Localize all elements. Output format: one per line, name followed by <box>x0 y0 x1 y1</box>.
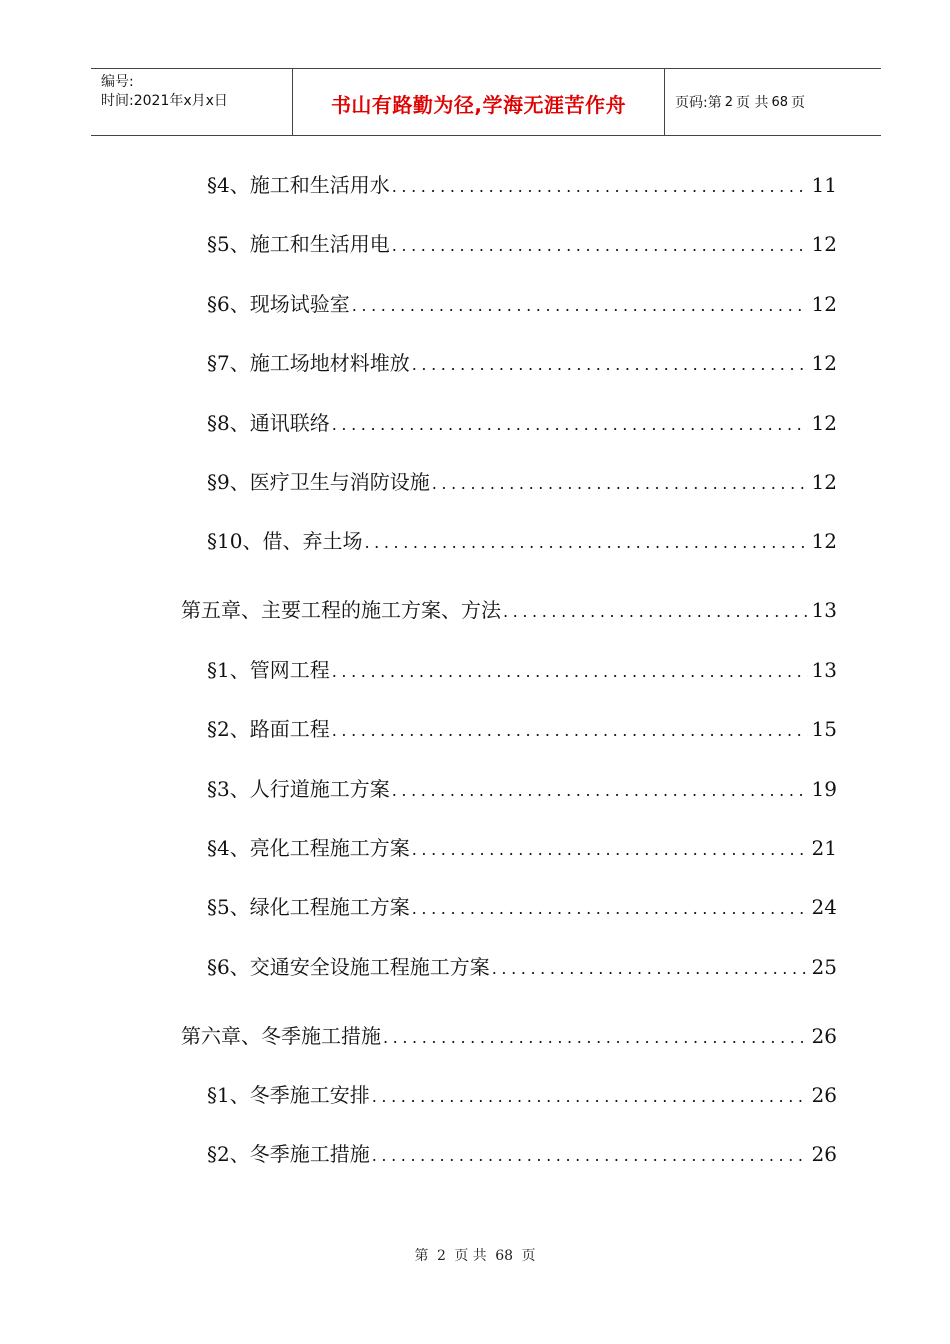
toc-section-entry[interactable] <box>207 528 837 554</box>
toc-entry-title: §8、通讯联络 <box>207 411 330 435</box>
toc-dot-leader <box>392 778 808 804</box>
footer-prefix: 第 <box>414 1248 429 1264</box>
toc-entry-title: §10、借、弃土场 <box>207 529 363 553</box>
toc-entry-page-number: 26 <box>811 1142 837 1166</box>
toc-dot-leader <box>352 293 808 319</box>
toc-entry-title: §7、施工场地材料堆放 <box>207 351 410 375</box>
toc-entry-title: §3、人行道施工方案 <box>207 777 390 801</box>
toc-entry-title: 第六章、冬季施工措施 <box>181 1024 381 1048</box>
toc-entry-title: §6、交通安全设施工程施工方案 <box>207 955 490 979</box>
toc-section-entry[interactable] <box>207 716 837 742</box>
toc-dot-leader <box>392 233 808 259</box>
toc-dot-leader <box>503 599 808 625</box>
toc-entry-page-number: 12 <box>811 529 837 553</box>
toc-entry-title: §4、亮化工程施工方案 <box>207 836 410 860</box>
toc-dot-leader <box>492 956 808 982</box>
toc-section-entry[interactable] <box>207 894 837 920</box>
toc-dot-leader <box>332 718 808 744</box>
toc-entry-title: §4、施工和生活用水 <box>207 173 390 197</box>
toc-dot-leader <box>364 530 807 556</box>
document-time-label: 时间:2021年x月x日 <box>101 93 228 109</box>
toc-dot-leader <box>412 837 808 863</box>
toc-section-entry[interactable] <box>207 291 837 317</box>
toc-chapter-entry[interactable] <box>181 597 837 623</box>
toc-entry-page-number: 12 <box>811 411 837 435</box>
document-code-label: 编号: <box>101 74 134 90</box>
toc-entry-page-number: 15 <box>811 717 837 741</box>
page-header <box>91 68 881 136</box>
toc-entry-title: §9、医疗卫生与消防设施 <box>207 470 430 494</box>
toc-entry-title: 第五章、主要工程的施工方案、方法 <box>181 598 501 622</box>
toc-dot-leader <box>392 174 808 200</box>
header-page-suffix: 页 <box>791 95 805 111</box>
toc-entry-page-number: 12 <box>811 351 837 375</box>
toc-entry-page-number: 11 <box>811 173 837 197</box>
header-page-total: 68 <box>771 94 788 110</box>
header-page-cell <box>665 69 881 135</box>
toc-section-entry[interactable] <box>207 469 837 495</box>
toc-entry-page-number: 24 <box>811 895 837 919</box>
toc-dot-leader <box>372 1143 808 1169</box>
toc-entry-title: §1、管网工程 <box>207 658 330 682</box>
toc-section-entry[interactable] <box>207 350 837 376</box>
toc-dot-leader <box>372 1084 808 1110</box>
toc-entry-page-number: 12 <box>811 232 837 256</box>
toc-entry-page-number: 21 <box>811 836 837 860</box>
header-page-mid: 页 共 <box>736 95 769 111</box>
toc-section-entry[interactable] <box>207 776 837 802</box>
toc-entry-page-number: 13 <box>811 598 837 622</box>
toc-entry-title: §2、冬季施工措施 <box>207 1142 370 1166</box>
header-page-current: 2 <box>724 94 733 110</box>
toc-dot-leader <box>383 1025 808 1051</box>
header-page-prefix: 页码:第 <box>675 95 722 111</box>
toc-entry-page-number: 12 <box>811 470 837 494</box>
toc-entry-title: §6、现场试验室 <box>207 292 350 316</box>
footer-mid: 页 共 <box>454 1248 487 1264</box>
toc-entry-title: §2、路面工程 <box>207 717 330 741</box>
toc-section-entry[interactable] <box>207 1082 837 1108</box>
toc-section-entry[interactable] <box>207 657 837 683</box>
toc-chapter-entry[interactable] <box>181 1023 837 1049</box>
toc-dot-leader <box>412 896 808 922</box>
toc-section-entry[interactable] <box>207 410 837 436</box>
toc-section-entry[interactable] <box>207 1141 837 1167</box>
toc-dot-leader <box>332 659 808 685</box>
header-meta-cell <box>91 69 293 135</box>
toc-entry-page-number: 19 <box>811 777 837 801</box>
toc-dot-leader <box>412 352 808 378</box>
toc-section-entry[interactable] <box>207 172 837 198</box>
toc-section-entry[interactable] <box>207 835 837 861</box>
footer-total-pages: 68 <box>495 1248 514 1264</box>
footer-suffix: 页 <box>521 1248 536 1264</box>
header-motto-cell <box>293 69 665 135</box>
toc-section-entry[interactable] <box>207 231 837 257</box>
toc-entry-title: §5、绿化工程施工方案 <box>207 895 410 919</box>
toc-entry-page-number: 26 <box>811 1083 837 1107</box>
toc-entry-page-number: 13 <box>811 658 837 682</box>
header-motto: 书山有路勤为径,学海无涯苦作舟 <box>330 92 627 117</box>
footer-current-page: 2 <box>436 1248 446 1264</box>
toc-entry-page-number: 26 <box>811 1024 837 1048</box>
toc-dot-leader <box>432 471 808 497</box>
toc-entry-page-number: 12 <box>811 292 837 316</box>
toc-entry-page-number: 25 <box>811 955 837 979</box>
toc-dot-leader <box>332 412 808 438</box>
toc-entry-title: §5、施工和生活用电 <box>207 232 390 256</box>
toc-section-entry[interactable] <box>207 954 837 980</box>
page-footer <box>0 1245 950 1265</box>
toc-entry-title: §1、冬季施工安排 <box>207 1083 370 1107</box>
